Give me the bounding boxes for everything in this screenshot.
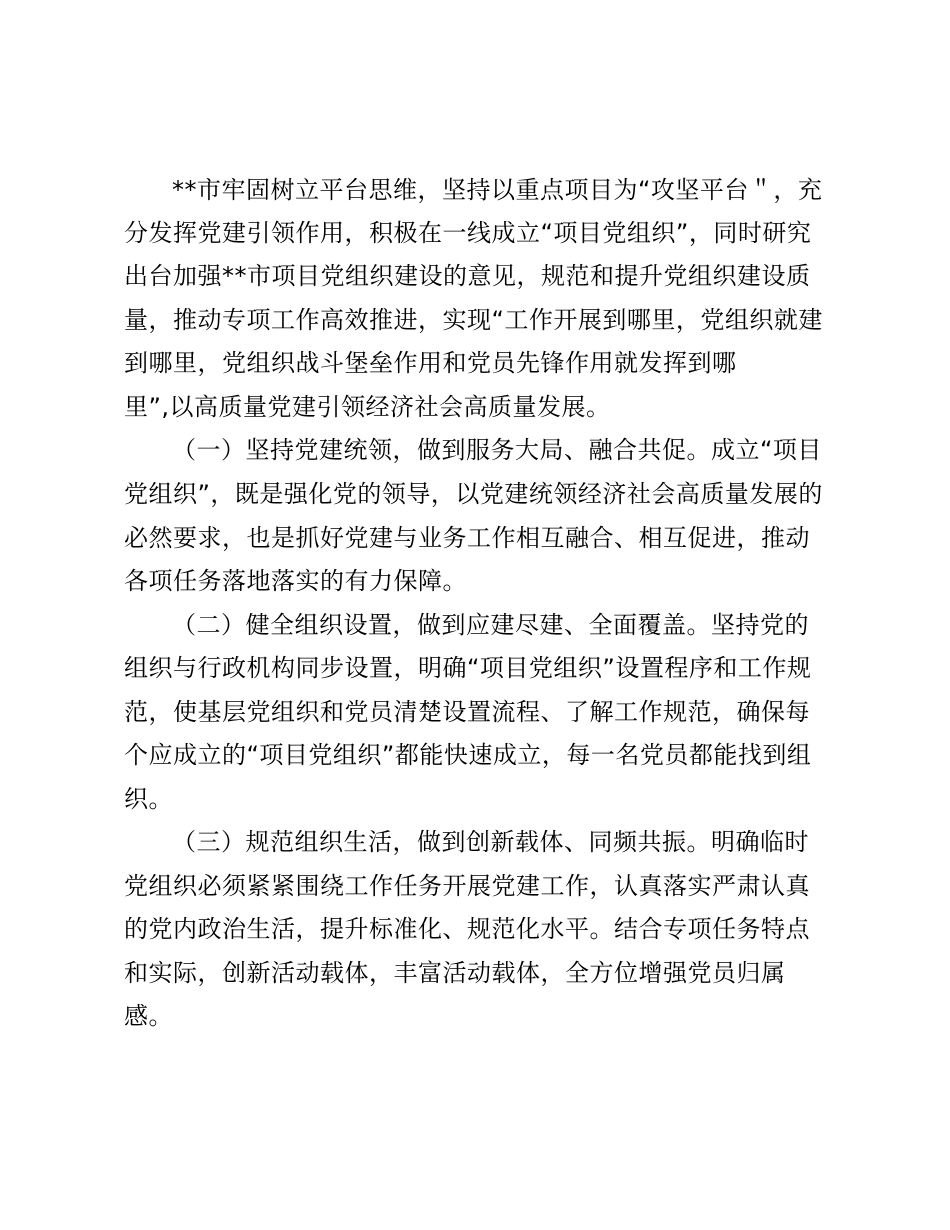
text-line: 到哪里，党组织战斗堡垒作用和党员先锋作用就发挥到哪: [124, 349, 737, 377]
text-line: 各项任务落地落实的有力保障。: [124, 567, 467, 595]
text-line: 党组织必须紧紧围绕工作任务开展党建工作，认真落实严肃认真: [124, 872, 810, 900]
text-line: 个应成立的“项目党组织”都能快速成立，每一名党员都能找到组: [124, 741, 812, 769]
text-line: 量，推动专项工作高效推进，实现“工作开展到哪里，党组织就建: [124, 306, 823, 334]
text-line: 织。: [124, 785, 173, 813]
text-line: 感。: [124, 1002, 173, 1030]
text-line: 里”,以高质量党建引领经济社会高质量发展。: [124, 393, 611, 421]
text-line: 和实际，创新活动载体，丰富活动载体，全方位增强党员归属: [124, 959, 786, 987]
text-line: （三）规范组织生活，做到创新载体、同频共振。明确临时: [172, 828, 809, 856]
text-line: （一）坚持党建统领，做到服务大局、融合共促。成立“项目: [172, 436, 822, 464]
text-line: （二）健全组织设置，做到应建尽建、全面覆盖。坚持党的: [172, 611, 809, 639]
text-line: 范，使基层党组织和党员清楚设置流程、了解工作规范，确保每: [124, 698, 810, 726]
text-line: 的党内政治生活，提升标准化、规范化水平。结合专项任务特点: [124, 915, 810, 943]
text-line: 党组织”，既是强化党的领导，以党建统领经济社会高质量发展的: [124, 480, 823, 508]
text-line: 分发挥党建引领作用，积极在一线成立“项目党组织”，同时研究: [124, 219, 812, 247]
text-line: 组织与行政机构同步设置，明确“项目党组织”设置程序和工作规: [124, 654, 812, 682]
text-line: 必然要求，也是抓好党建与业务工作相互融合、相互促进，推动: [124, 524, 810, 552]
text-line: **市牢固树立平台思维，坚持以重点项目为“攻坚平台＂，充: [172, 176, 823, 204]
text-line: 出台加强**市项目党组织建设的意见，规范和提升党组织建设质: [124, 262, 811, 290]
